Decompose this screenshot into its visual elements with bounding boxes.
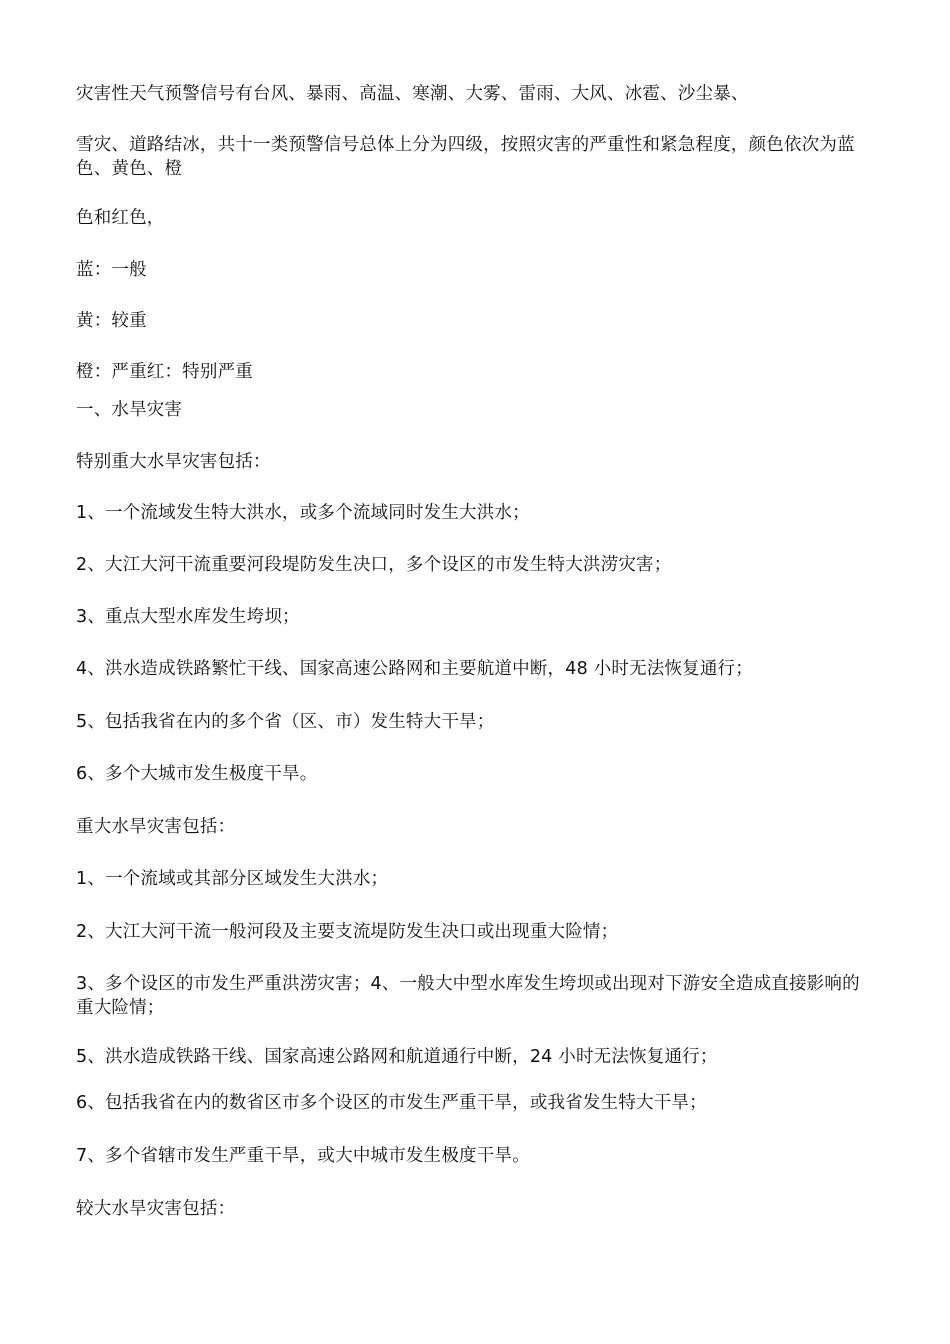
special-item: 2、大江大河干流重要河段堤防发生决口，多个设区的市发生特大洪涝灾害； <box>76 555 672 575</box>
major-item: 7、多个省辖市发生严重干旱，或大中城市发生极度干旱。 <box>76 1146 530 1166</box>
intro-line-1: 灾害性天气预警信号有台风、暴雨、高温、寒潮、大雾、雷雨、大风、冰雹、沙尘暴、 <box>76 84 749 104</box>
special-item: 4、洪水造成铁路繁忙干线、国家高速公路网和主要航道中断，48 小时无法恢复通行； <box>76 659 753 679</box>
major-heading: 重大水旱灾害包括： <box>76 817 236 837</box>
special-item: 1、一个流域发生特大洪水，或多个流域同时发生大洪水； <box>76 503 530 523</box>
larger-heading: 较大水旱灾害包括： <box>76 1199 236 1219</box>
special-item: 5、包括我省在内的多个省（区、市）发生特大干旱； <box>76 712 495 732</box>
special-item: 3、重点大型水库发生垮坝； <box>76 607 300 627</box>
major-item: 2、大江大河干流一般河段及主要支流堤防发生决口或出现重大险情； <box>76 922 619 942</box>
level-blue: 蓝：一般 <box>76 260 147 280</box>
major-item: 6、包括我省在内的数省区市多个设区的市发生严重干旱，或我省发生特大干旱； <box>76 1093 707 1113</box>
intro-line-2: 雪灾、道路结冰，共十一类预警信号总体上分为四级，按照灾害的严重性和紧急程度，颜色依次为蓝色、黄色、橙 <box>76 135 855 179</box>
major-item: 5、洪水造成铁路干线、国家高速公路网和航道通行中断，24 小时无法恢复通行； <box>76 1047 718 1067</box>
section-title: 一、水旱灾害 <box>76 400 183 420</box>
major-item: 1、一个流域或其部分区域发生大洪水； <box>76 869 389 889</box>
major-item: 3、多个设区的市发生严重洪涝灾害；4、一般大中型水库发生垮坝或出现对下游安全造成直接影响的重大险情； <box>76 974 860 1018</box>
special-heading: 特别重大水旱灾害包括： <box>76 452 271 472</box>
special-item: 6、多个大城市发生极度干旱。 <box>76 764 318 784</box>
level-yellow: 黄：较重 <box>76 311 147 331</box>
level-orange-red: 橙：严重红：特别严重 <box>76 362 253 382</box>
intro-line-3: 色和红色， <box>76 208 165 228</box>
